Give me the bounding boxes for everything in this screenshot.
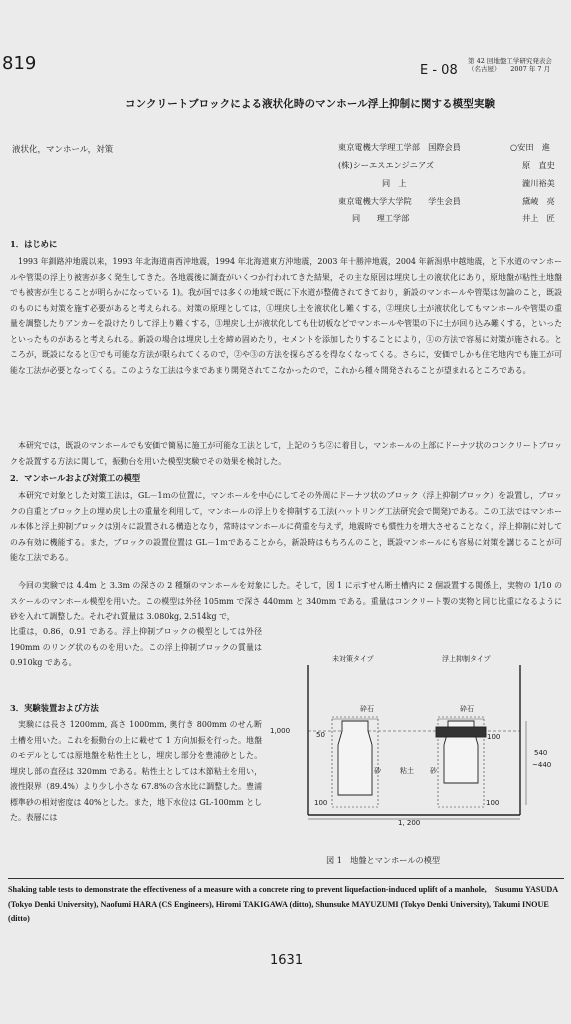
divider xyxy=(8,878,564,879)
dim-height: 1,000 xyxy=(270,727,291,735)
author-affiliation: 東京電機大学理工学部 国際会員 xyxy=(338,142,461,152)
section-heading: 2．マンホールおよび対策工の模型 xyxy=(10,473,141,483)
paper-code: E - 08 xyxy=(420,63,458,78)
author-affiliation: 同 上 xyxy=(382,178,407,188)
dim-100-br: 100 xyxy=(486,799,500,807)
author-name: 原 直史 xyxy=(522,160,555,170)
author-affiliation: (株)シーエスエンジニアズ xyxy=(338,160,434,170)
label-treated: 浮上抑制タイプ xyxy=(442,655,491,663)
label-gravel-left: 砕石 xyxy=(360,705,374,713)
footer-page-number: 1631 xyxy=(270,953,304,968)
label-sand-left: 砂 xyxy=(374,767,381,775)
paragraph: 本研究では，既設のマンホールでも安価で簡易に施工が可能な工法として，上記のうち②に着目し，マンホールの上部にドーナツ状のコンクリートブロックを設置する方法に関して，振動台を用いた模型実験でその効果を検討した。 xyxy=(10,441,562,466)
dim-width: 1, 200 xyxy=(398,819,421,827)
label-sand-right: 砂 xyxy=(430,767,437,775)
dim-100-right: 100 xyxy=(487,733,501,741)
section-heading: 1．はじめに xyxy=(10,239,58,249)
figure-1-diagram xyxy=(270,655,566,875)
dim-100-bl: 100 xyxy=(314,799,328,807)
paragraph: 実験には長さ 1200mm, 高さ 1000mm, 奥行き 800mm のせん断土槽を用いた。これを振動台の上に載せて 1 方向加振を行った。地盤のモデルとしては原地盤を粘性土とし，埋戻し部分を豊浦砂とした。埋戻し部の直径は 320mm である。粘性土としては木節粘土を用い，液性限界（89.4%）より少し小さな 67.8%の含水比に調整した。豊浦標準砂の相対密度は 40%とした。また，地下水位は GL-100mm とした。表層には xyxy=(10,720,262,822)
paragraph: 1993 年釧路沖地震以来，1993 年北海道南西沖地震，1994 年北海道東方沖地震，2003 年十勝沖地震，2004 年新潟県中越地震，と下水道のマンホールや管渠の浮上り被害が多く発生してきた。各地震後に調査がいくつか行われてきた結果，その主な原因は埋戻し土の液状化にあり，原地盤が粘性土地盤でも被害が生じることが明らかになっている 1)。我が国では多くの地域で既に下水道が整備されてきており，新設のマンホールや管渠は勿論のこと，既設のものにも対策を施す必要があると考えられる。対策の原理としては，①埋戻し土を液状化し難くする，②埋戻し土が液状化してもマンホールや管渠の重量を調整したりアンカーを設けたりして浮上り難くする，③埋戻し土が液状化しても仕切板などでマンホールや管渠の下に土が回り込み難くする，といったといったものがあると考えられる。新設の場合は埋戻し土を締め固めたり，セメントを添加したりすることにより，①の方法で容易に対策が施される。ところが，既設になると①でも可能な方法が限られてくるので，②や③の方法を探らざるを得なくなってくる。さらに，安価でしかも住宅地内でも施工が可能な工法が必要となってくる。このような工法は今まであまり開発されてこなかったので，これから種々開発されることが望まれるところである。 xyxy=(10,257,563,375)
conference-line2: （名古屋） 2007 年 7 月 xyxy=(468,65,551,73)
paragraph: 今回の実験では 4.4m と 3.3m の深さの 2 種類のマンホールを対象にした。そして，図 1 に示すせん断土槽内に 2 個設置する関係上，実物の 1/10 のスケールのマンホール模型を用いた。この模型は外径 105mm で深さ 440mm と 340mm である。重量はコンクリート製の実物と同じ比重になるように砂を入れて調整した。それぞれ質量は 3.080kg, 2.514kg で， xyxy=(10,581,562,621)
author-name: 黛崚 亮 xyxy=(522,196,555,206)
manhole-untreated xyxy=(338,721,372,795)
figure-caption: 図 1 地盤とマンホールの模型 xyxy=(326,855,441,865)
paragraph: 比重は，0.86，0.91 である。浮上抑制ブロックの模型としては外径 190mm のリング状のものを用いた。この浮上抑制ブロックの質量は 0.910kg である。 xyxy=(10,627,262,667)
label-clay: 粘土 xyxy=(400,767,414,775)
label-gravel-right: 砕石 xyxy=(460,705,474,713)
paragraph: 本研究で対象とした対策工法は，GL－1ｍの位置に，マンホールを中心にしてその外周にドーナツ状のブロック（浮上抑制ブロック）を設置し，ブロックの自重とブロック上の埋め戻し土の重量を利用して，マンホールの浮上りを抑制する工法(ハットリング工法研究会で開発)である。この工法ではマンホール本体と浮上抑制ブロックは別々に設置される構造となり，常時はマンホールに荷重を与えず，地震時でも慣性力を増大させることなく，浮上抑制に対してのみ有効に機能する。また，ブロックの設置位置は GL－1ｍであることから，新設時はもちろんのこと，既設マンホールにも容易に対策を講じることが可能な工法である。 xyxy=(10,491,562,562)
conference-line1: 第 42 回地盤工学研究発表会 xyxy=(468,57,552,65)
author-name: 井上 匠 xyxy=(522,213,555,223)
label-untreated: 未対策タイプ xyxy=(332,655,374,663)
dim-50: 50 xyxy=(316,731,325,739)
dim-540: 540 xyxy=(534,749,548,757)
page-number: 819 xyxy=(2,53,37,74)
keywords: 液状化，マンホール，対策 xyxy=(12,145,114,155)
paper-title: コンクリートブロックによる液状化時のマンホール浮上抑制に関する模型実験 xyxy=(125,98,496,110)
author-name: 瀧川裕美 xyxy=(522,178,555,188)
manhole-with-ring xyxy=(436,721,486,783)
author-affiliation: 東京電機大学大学院 学生会員 xyxy=(338,196,461,206)
author-name: ○安田 進 xyxy=(510,142,550,152)
section-heading: 3．実験装置および方法 xyxy=(10,703,99,713)
conference-info xyxy=(468,57,552,73)
author-affiliation: 同 理工学部 xyxy=(352,213,410,223)
english-abstract: Shaking table tests to demonstrate the effectiveness of a measure with a concrete ring to prevent liquefaction-induced uplift of a manhole, Susumu YASUDA (Tokyo Denki University), Naofumi HARA (CS Engineers), Hiromi TAKIGAWA (ditto), Shunsuke MAYUZUMI (Tokyo Denki University), Takumi INOUE (ditto) xyxy=(8,885,558,923)
dim-440: ~440 xyxy=(532,761,552,769)
